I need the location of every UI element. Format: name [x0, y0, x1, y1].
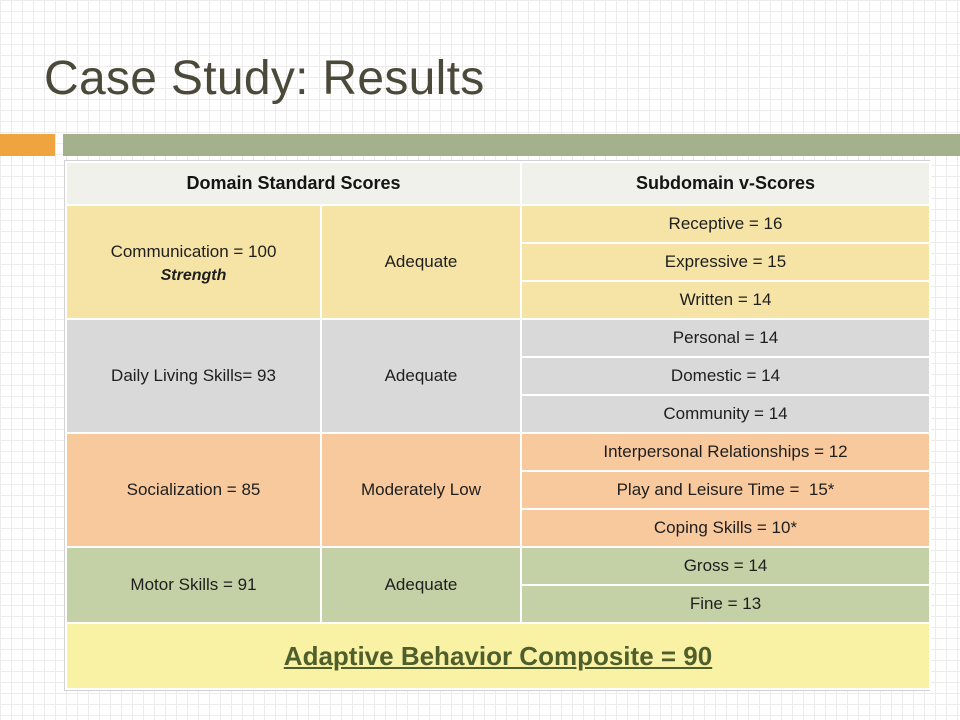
subdomain-cell: Domestic = 14 — [521, 357, 930, 395]
subdomain-cell: Receptive = 16 — [521, 205, 930, 243]
domain-score: Communication = 100 — [110, 241, 277, 261]
composite-cell — [66, 623, 930, 689]
header-subdomain-v-scores: Subdomain v-Scores — [521, 162, 930, 205]
subdomain-cell: Written = 14 — [521, 281, 930, 319]
domain-cell-motor-skills: Motor Skills = 91 — [66, 547, 321, 623]
accent-bar-orange — [0, 134, 55, 156]
domain-cell-communication — [66, 205, 321, 319]
composite-row — [66, 623, 930, 689]
subdomain-cell: Interpersonal Relationships = 12 — [521, 433, 930, 471]
slide-title: Case Study: Results — [44, 52, 485, 105]
subdomain-cell: Coping Skills = 10* — [521, 509, 930, 547]
domain-cell-socialization: Socialization = 85 — [66, 433, 321, 547]
subdomain-cell: Community = 14 — [521, 395, 930, 433]
level-cell-motor-skills: Adequate — [321, 547, 521, 623]
level-cell-communication: Adequate — [321, 205, 521, 319]
subdomain-cell: Play and Leisure Time = 15* — [521, 471, 930, 509]
results-table-frame — [64, 160, 930, 691]
results-table — [65, 161, 931, 690]
level-cell-daily-living-skills: Adequate — [321, 319, 521, 433]
table-row — [66, 205, 930, 243]
subdomain-cell: Personal = 14 — [521, 319, 930, 357]
level-cell-socialization: Moderately Low — [321, 433, 521, 547]
subdomain-cell: Gross = 14 — [521, 547, 930, 585]
table-row — [66, 547, 930, 585]
table-header-row — [66, 162, 930, 205]
domain-cell-daily-living-skills: Daily Living Skills= 93 — [66, 319, 321, 433]
domain-note: Strength — [160, 266, 227, 284]
subdomain-cell: Expressive = 15 — [521, 243, 930, 281]
table-row — [66, 433, 930, 471]
accent-bar-green — [63, 134, 960, 156]
composite-score: Adaptive Behavior Composite = 90 — [283, 640, 713, 671]
subdomain-cell: Fine = 13 — [521, 585, 930, 623]
table-row — [66, 319, 930, 357]
header-domain-standard-scores: Domain Standard Scores — [66, 162, 521, 205]
